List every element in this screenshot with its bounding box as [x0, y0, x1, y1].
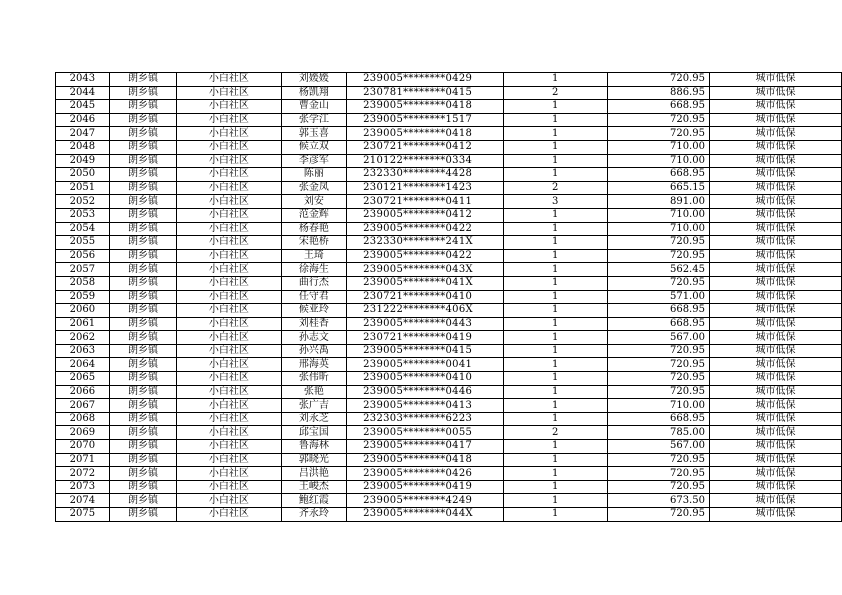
- community-cell: 小白社区: [177, 480, 281, 494]
- table-row: [56, 73, 842, 87]
- beneficiary-table: [55, 72, 842, 522]
- amount-cell: 710.00: [607, 154, 709, 168]
- category-cell: 城市低保: [709, 290, 841, 304]
- id-number-cell: 239005********0415: [347, 344, 504, 358]
- community-cell: 小白社区: [177, 508, 281, 522]
- id-number-cell: 239005********044X: [347, 508, 504, 522]
- row-number-cell: 2071: [56, 453, 110, 467]
- household-size-cell: 1: [503, 453, 607, 467]
- household-size-cell: 1: [503, 467, 607, 481]
- table-row: [56, 494, 842, 508]
- id-number-cell: 239005********0055: [347, 426, 504, 440]
- amount-cell: 710.00: [607, 399, 709, 413]
- table-row: [56, 208, 842, 222]
- name-cell: 张广吉: [281, 399, 347, 413]
- category-cell: 城市低保: [709, 412, 841, 426]
- community-cell: 小白社区: [177, 453, 281, 467]
- name-cell: 吕洪艳: [281, 467, 347, 481]
- name-cell: 孙志文: [281, 331, 347, 345]
- category-cell: 城市低保: [709, 236, 841, 250]
- town-cell: 朗乡镇: [109, 140, 177, 154]
- community-cell: 小白社区: [177, 467, 281, 481]
- row-number-cell: 2062: [56, 331, 110, 345]
- amount-cell: 891.00: [607, 195, 709, 209]
- community-cell: 小白社区: [177, 181, 281, 195]
- table-row: [56, 453, 842, 467]
- table-row: [56, 385, 842, 399]
- id-number-cell: 230121********1423: [347, 181, 504, 195]
- table-row: [56, 154, 842, 168]
- id-number-cell: 239005********4249: [347, 494, 504, 508]
- name-cell: 范金辉: [281, 208, 347, 222]
- household-size-cell: 1: [503, 100, 607, 114]
- category-cell: 城市低保: [709, 263, 841, 277]
- amount-cell: 665.15: [607, 181, 709, 195]
- amount-cell: 720.95: [607, 249, 709, 263]
- id-number-cell: 239005********0410: [347, 372, 504, 386]
- row-number-cell: 2052: [56, 195, 110, 209]
- household-size-cell: 2: [503, 181, 607, 195]
- table-row: [56, 181, 842, 195]
- id-number-cell: 239005********0412: [347, 208, 504, 222]
- household-size-cell: 1: [503, 494, 607, 508]
- community-cell: 小白社区: [177, 195, 281, 209]
- household-size-cell: 1: [503, 140, 607, 154]
- category-cell: 城市低保: [709, 181, 841, 195]
- household-size-cell: 1: [503, 73, 607, 87]
- category-cell: 城市低保: [709, 222, 841, 236]
- town-cell: 朗乡镇: [109, 249, 177, 263]
- table-row: [56, 399, 842, 413]
- row-number-cell: 2068: [56, 412, 110, 426]
- category-cell: 城市低保: [709, 276, 841, 290]
- name-cell: 候亚玲: [281, 304, 347, 318]
- town-cell: 朗乡镇: [109, 263, 177, 277]
- household-size-cell: 1: [503, 480, 607, 494]
- category-cell: 城市低保: [709, 385, 841, 399]
- amount-cell: 720.95: [607, 508, 709, 522]
- id-number-cell: 239005********0418: [347, 100, 504, 114]
- amount-cell: 720.95: [607, 358, 709, 372]
- town-cell: 朗乡镇: [109, 453, 177, 467]
- name-cell: 宋艳桥: [281, 236, 347, 250]
- amount-cell: 720.95: [607, 344, 709, 358]
- name-cell: 李彦军: [281, 154, 347, 168]
- row-number-cell: 2046: [56, 113, 110, 127]
- name-cell: 任守君: [281, 290, 347, 304]
- name-cell: 邱宝国: [281, 426, 347, 440]
- amount-cell: 567.00: [607, 440, 709, 454]
- id-number-cell: 231222********406X: [347, 304, 504, 318]
- id-number-cell: 230721********0411: [347, 195, 504, 209]
- category-cell: 城市低保: [709, 208, 841, 222]
- category-cell: 城市低保: [709, 140, 841, 154]
- row-number-cell: 2060: [56, 304, 110, 318]
- row-number-cell: 2072: [56, 467, 110, 481]
- name-cell: 徐海生: [281, 263, 347, 277]
- amount-cell: 668.95: [607, 304, 709, 318]
- household-size-cell: 1: [503, 154, 607, 168]
- table-row: [56, 508, 842, 522]
- amount-cell: 673.50: [607, 494, 709, 508]
- town-cell: 朗乡镇: [109, 168, 177, 182]
- amount-cell: 720.95: [607, 73, 709, 87]
- name-cell: 曲行杰: [281, 276, 347, 290]
- amount-cell: 720.95: [607, 276, 709, 290]
- name-cell: 杨春艳: [281, 222, 347, 236]
- community-cell: 小白社区: [177, 86, 281, 100]
- row-number-cell: 2055: [56, 236, 110, 250]
- community-cell: 小白社区: [177, 140, 281, 154]
- id-number-cell: 239005********0418: [347, 127, 504, 141]
- row-number-cell: 2073: [56, 480, 110, 494]
- amount-cell: 710.00: [607, 208, 709, 222]
- household-size-cell: 1: [503, 440, 607, 454]
- category-cell: 城市低保: [709, 195, 841, 209]
- name-cell: 张艳: [281, 385, 347, 399]
- name-cell: 刘桂香: [281, 317, 347, 331]
- row-number-cell: 2058: [56, 276, 110, 290]
- name-cell: 杨凯翔: [281, 86, 347, 100]
- name-cell: 邢海英: [281, 358, 347, 372]
- category-cell: 城市低保: [709, 168, 841, 182]
- town-cell: 朗乡镇: [109, 480, 177, 494]
- id-number-cell: 239005********0443: [347, 317, 504, 331]
- id-number-cell: 232330********241X: [347, 236, 504, 250]
- community-cell: 小白社区: [177, 372, 281, 386]
- table-row: [56, 222, 842, 236]
- household-size-cell: 1: [503, 331, 607, 345]
- amount-cell: 567.00: [607, 331, 709, 345]
- table-row: [56, 195, 842, 209]
- community-cell: 小白社区: [177, 113, 281, 127]
- id-number-cell: 239005********0413: [347, 399, 504, 413]
- row-number-cell: 2070: [56, 440, 110, 454]
- town-cell: 朗乡镇: [109, 86, 177, 100]
- row-number-cell: 2074: [56, 494, 110, 508]
- category-cell: 城市低保: [709, 480, 841, 494]
- id-number-cell: 239005********0041: [347, 358, 504, 372]
- name-cell: 鲁海林: [281, 440, 347, 454]
- category-cell: 城市低保: [709, 372, 841, 386]
- town-cell: 朗乡镇: [109, 222, 177, 236]
- household-size-cell: 1: [503, 385, 607, 399]
- id-number-cell: 239005********1517: [347, 113, 504, 127]
- id-number-cell: 239005********041X: [347, 276, 504, 290]
- category-cell: 城市低保: [709, 73, 841, 87]
- row-number-cell: 2045: [56, 100, 110, 114]
- id-number-cell: 230721********0419: [347, 331, 504, 345]
- row-number-cell: 2065: [56, 372, 110, 386]
- community-cell: 小白社区: [177, 399, 281, 413]
- id-number-cell: 239005********0418: [347, 453, 504, 467]
- town-cell: 朗乡镇: [109, 290, 177, 304]
- amount-cell: 886.95: [607, 86, 709, 100]
- category-cell: 城市低保: [709, 453, 841, 467]
- town-cell: 朗乡镇: [109, 467, 177, 481]
- town-cell: 朗乡镇: [109, 113, 177, 127]
- amount-cell: 720.95: [607, 236, 709, 250]
- household-size-cell: 1: [503, 412, 607, 426]
- id-number-cell: 239005********043X: [347, 263, 504, 277]
- table-row: [56, 168, 842, 182]
- row-number-cell: 2057: [56, 263, 110, 277]
- community-cell: 小白社区: [177, 385, 281, 399]
- table-row: [56, 467, 842, 481]
- row-number-cell: 2048: [56, 140, 110, 154]
- table-row: [56, 127, 842, 141]
- amount-cell: 785.00: [607, 426, 709, 440]
- amount-cell: 720.95: [607, 453, 709, 467]
- town-cell: 朗乡镇: [109, 412, 177, 426]
- amount-cell: 668.95: [607, 317, 709, 331]
- name-cell: 王琦: [281, 249, 347, 263]
- name-cell: 刘安: [281, 195, 347, 209]
- name-cell: 张金凤: [281, 181, 347, 195]
- category-cell: 城市低保: [709, 399, 841, 413]
- amount-cell: 668.95: [607, 168, 709, 182]
- row-number-cell: 2064: [56, 358, 110, 372]
- amount-cell: 720.95: [607, 467, 709, 481]
- community-cell: 小白社区: [177, 426, 281, 440]
- town-cell: 朗乡镇: [109, 154, 177, 168]
- household-size-cell: 1: [503, 222, 607, 236]
- household-size-cell: 1: [503, 508, 607, 522]
- table-row: [56, 276, 842, 290]
- town-cell: 朗乡镇: [109, 195, 177, 209]
- community-cell: 小白社区: [177, 208, 281, 222]
- town-cell: 朗乡镇: [109, 372, 177, 386]
- table-row: [56, 480, 842, 494]
- category-cell: 城市低保: [709, 344, 841, 358]
- town-cell: 朗乡镇: [109, 208, 177, 222]
- row-number-cell: 2063: [56, 344, 110, 358]
- community-cell: 小白社区: [177, 73, 281, 87]
- household-size-cell: 1: [503, 290, 607, 304]
- row-number-cell: 2049: [56, 154, 110, 168]
- community-cell: 小白社区: [177, 236, 281, 250]
- household-size-cell: 1: [503, 127, 607, 141]
- community-cell: 小白社区: [177, 304, 281, 318]
- community-cell: 小白社区: [177, 168, 281, 182]
- table-row: [56, 100, 842, 114]
- household-size-cell: 2: [503, 86, 607, 100]
- table-row: [56, 249, 842, 263]
- community-cell: 小白社区: [177, 331, 281, 345]
- name-cell: 张学江: [281, 113, 347, 127]
- household-size-cell: 1: [503, 399, 607, 413]
- id-number-cell: 230721********0412: [347, 140, 504, 154]
- table-row: [56, 290, 842, 304]
- row-number-cell: 2066: [56, 385, 110, 399]
- row-number-cell: 2067: [56, 399, 110, 413]
- row-number-cell: 2044: [56, 86, 110, 100]
- name-cell: 张伟昕: [281, 372, 347, 386]
- table-row: [56, 304, 842, 318]
- table-row: [56, 236, 842, 250]
- category-cell: 城市低保: [709, 358, 841, 372]
- town-cell: 朗乡镇: [109, 73, 177, 87]
- town-cell: 朗乡镇: [109, 385, 177, 399]
- community-cell: 小白社区: [177, 127, 281, 141]
- amount-cell: 720.95: [607, 480, 709, 494]
- community-cell: 小白社区: [177, 494, 281, 508]
- town-cell: 朗乡镇: [109, 358, 177, 372]
- household-size-cell: 1: [503, 236, 607, 250]
- household-size-cell: 1: [503, 304, 607, 318]
- table-body: [56, 73, 842, 522]
- community-cell: 小白社区: [177, 440, 281, 454]
- row-number-cell: 2059: [56, 290, 110, 304]
- name-cell: 郭玉喜: [281, 127, 347, 141]
- id-number-cell: 230721********0410: [347, 290, 504, 304]
- id-number-cell: 239005********0426: [347, 467, 504, 481]
- id-number-cell: 232330********4428: [347, 168, 504, 182]
- row-number-cell: 2075: [56, 508, 110, 522]
- town-cell: 朗乡镇: [109, 181, 177, 195]
- id-number-cell: 239005********0429: [347, 73, 504, 87]
- town-cell: 朗乡镇: [109, 344, 177, 358]
- row-number-cell: 2053: [56, 208, 110, 222]
- row-number-cell: 2050: [56, 168, 110, 182]
- town-cell: 朗乡镇: [109, 276, 177, 290]
- table-row: [56, 263, 842, 277]
- name-cell: 齐永玲: [281, 508, 347, 522]
- name-cell: 郭晓光: [281, 453, 347, 467]
- category-cell: 城市低保: [709, 317, 841, 331]
- community-cell: 小白社区: [177, 358, 281, 372]
- row-number-cell: 2043: [56, 73, 110, 87]
- table-row: [56, 331, 842, 345]
- household-size-cell: 1: [503, 317, 607, 331]
- community-cell: 小白社区: [177, 412, 281, 426]
- amount-cell: 710.00: [607, 140, 709, 154]
- row-number-cell: 2051: [56, 181, 110, 195]
- table-row: [56, 440, 842, 454]
- household-size-cell: 1: [503, 113, 607, 127]
- category-cell: 城市低保: [709, 304, 841, 318]
- town-cell: 朗乡镇: [109, 100, 177, 114]
- town-cell: 朗乡镇: [109, 494, 177, 508]
- amount-cell: 668.95: [607, 412, 709, 426]
- id-number-cell: 239005********0417: [347, 440, 504, 454]
- amount-cell: 668.95: [607, 100, 709, 114]
- household-size-cell: 1: [503, 263, 607, 277]
- row-number-cell: 2061: [56, 317, 110, 331]
- id-number-cell: 232303********6223: [347, 412, 504, 426]
- name-cell: 陈丽: [281, 168, 347, 182]
- household-size-cell: 1: [503, 358, 607, 372]
- table-row: [56, 412, 842, 426]
- name-cell: 候立双: [281, 140, 347, 154]
- name-cell: 刘媛媛: [281, 73, 347, 87]
- town-cell: 朗乡镇: [109, 399, 177, 413]
- town-cell: 朗乡镇: [109, 508, 177, 522]
- amount-cell: 720.95: [607, 372, 709, 386]
- category-cell: 城市低保: [709, 494, 841, 508]
- table-row: [56, 113, 842, 127]
- category-cell: 城市低保: [709, 154, 841, 168]
- community-cell: 小白社区: [177, 344, 281, 358]
- table-row: [56, 372, 842, 386]
- category-cell: 城市低保: [709, 440, 841, 454]
- amount-cell: 720.95: [607, 113, 709, 127]
- id-number-cell: 239005********0422: [347, 249, 504, 263]
- community-cell: 小白社区: [177, 317, 281, 331]
- category-cell: 城市低保: [709, 100, 841, 114]
- community-cell: 小白社区: [177, 249, 281, 263]
- category-cell: 城市低保: [709, 249, 841, 263]
- category-cell: 城市低保: [709, 508, 841, 522]
- amount-cell: 710.00: [607, 222, 709, 236]
- amount-cell: 720.95: [607, 385, 709, 399]
- table-row: [56, 426, 842, 440]
- community-cell: 小白社区: [177, 100, 281, 114]
- table-row: [56, 317, 842, 331]
- id-number-cell: 230781********0415: [347, 86, 504, 100]
- id-number-cell: 210122********0334: [347, 154, 504, 168]
- household-size-cell: 1: [503, 276, 607, 290]
- table-row: [56, 344, 842, 358]
- household-size-cell: 1: [503, 372, 607, 386]
- town-cell: 朗乡镇: [109, 331, 177, 345]
- town-cell: 朗乡镇: [109, 127, 177, 141]
- household-size-cell: 1: [503, 168, 607, 182]
- category-cell: 城市低保: [709, 127, 841, 141]
- community-cell: 小白社区: [177, 276, 281, 290]
- household-size-cell: 1: [503, 208, 607, 222]
- amount-cell: 571.00: [607, 290, 709, 304]
- town-cell: 朗乡镇: [109, 317, 177, 331]
- community-cell: 小白社区: [177, 290, 281, 304]
- row-number-cell: 2056: [56, 249, 110, 263]
- amount-cell: 562.45: [607, 263, 709, 277]
- town-cell: 朗乡镇: [109, 236, 177, 250]
- household-size-cell: 1: [503, 344, 607, 358]
- row-number-cell: 2069: [56, 426, 110, 440]
- name-cell: 刘永芝: [281, 412, 347, 426]
- row-number-cell: 2047: [56, 127, 110, 141]
- town-cell: 朗乡镇: [109, 440, 177, 454]
- town-cell: 朗乡镇: [109, 304, 177, 318]
- category-cell: 城市低保: [709, 113, 841, 127]
- community-cell: 小白社区: [177, 154, 281, 168]
- table-row: [56, 140, 842, 154]
- table-row: [56, 358, 842, 372]
- category-cell: 城市低保: [709, 467, 841, 481]
- community-cell: 小白社区: [177, 222, 281, 236]
- category-cell: 城市低保: [709, 426, 841, 440]
- category-cell: 城市低保: [709, 331, 841, 345]
- id-number-cell: 239005********0422: [347, 222, 504, 236]
- id-number-cell: 239005********0446: [347, 385, 504, 399]
- name-cell: 鲍红霞: [281, 494, 347, 508]
- household-size-cell: 2: [503, 426, 607, 440]
- household-size-cell: 3: [503, 195, 607, 209]
- table-row: [56, 86, 842, 100]
- community-cell: 小白社区: [177, 263, 281, 277]
- name-cell: 王峻杰: [281, 480, 347, 494]
- name-cell: 曹金山: [281, 100, 347, 114]
- town-cell: 朗乡镇: [109, 426, 177, 440]
- row-number-cell: 2054: [56, 222, 110, 236]
- name-cell: 孙兴禹: [281, 344, 347, 358]
- household-size-cell: 1: [503, 249, 607, 263]
- category-cell: 城市低保: [709, 86, 841, 100]
- id-number-cell: 239005********0419: [347, 480, 504, 494]
- amount-cell: 720.95: [607, 127, 709, 141]
